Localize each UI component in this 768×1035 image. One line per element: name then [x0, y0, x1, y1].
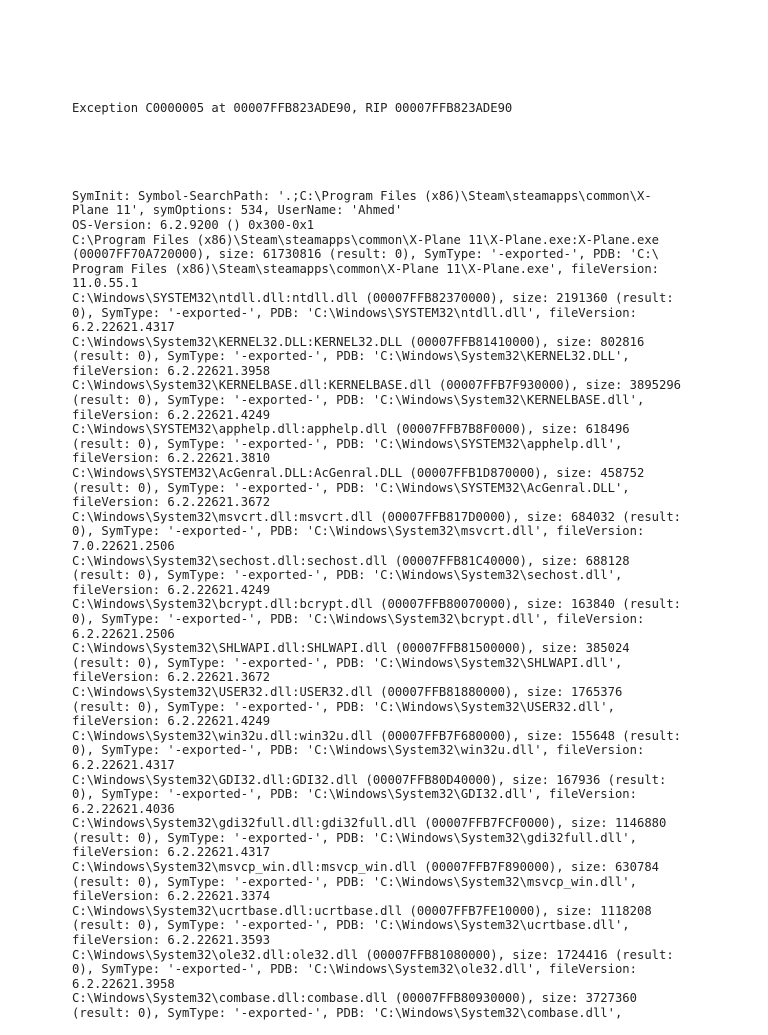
log-line: fileVersion: 6.2.22621.4249	[72, 582, 271, 597]
log-line: fileVersion: 6.2.22621.3810	[72, 451, 271, 466]
log-line: fileVersion: 6.2.22621.3958	[72, 363, 271, 378]
log-line: OS-Version: 6.2.9200 () 0x300-0x1	[72, 217, 315, 232]
log-line: C:\Windows\System32\bcrypt.dll:bcrypt.dll (00007FFB80070000), size: 163840 (result:	[72, 597, 682, 612]
log-line: (result: 0), SymType: '-exported-', PDB: 'C:\Windows\SYSTEM32\apphelp.dll',	[72, 436, 623, 451]
log-line: 6.2.22621.4317	[72, 757, 175, 772]
log-line: 0), SymType: '-exported-', PDB: 'C:\Windows\System32\GDI32.dll', fileVersion:	[72, 787, 637, 802]
log-line: SymInit: Symbol-SearchPath: '.;C:\Program Files (x86)\Steam\steamapps\common\X-	[72, 188, 652, 203]
log-line: C:\Windows\System32\USER32.dll:USER32.dll (00007FFB81880000), size: 1765376	[72, 684, 623, 699]
log-line: C:\Windows\SYSTEM32\apphelp.dll:apphelp.dll (00007FFB7B8F0000), size: 618496	[72, 422, 630, 437]
log-line: 7.0.22621.2506	[72, 539, 175, 553]
log-line: (result: 0), SymType: '-exported-', PDB: 'C:\Windows\System32\KERNELBASE.dll',	[72, 393, 645, 408]
log-line: C:\Windows\System32\win32u.dll:win32u.dll (00007FFB7F680000), size: 155648 (result:	[72, 728, 682, 743]
log-line: (result: 0), SymType: '-exported-', PDB: 'C:\Windows\System32\msvcp_win.dll',	[72, 874, 637, 889]
log-line: C:\Windows\System32\msvcp_win.dll:msvcp_win.dll (00007FFB7F890000), size: 630784	[72, 860, 659, 875]
crash-log-document	[72, 72, 712, 1035]
log-line: fileVersion: 6.2.22621.3593	[72, 933, 271, 948]
log-line: 6.2.22621.2506	[72, 626, 175, 641]
log-line: C:\Program Files (x86)\Steam\steamapps\common\X-Plane 11\X-Plane.exe:X-Plane.exe	[72, 232, 659, 247]
exception-header-line: Exception C0000005 at 00007FFB823ADE90, RIP 00007FFB823ADE90	[72, 101, 513, 116]
log-line: C:\Windows\System32\msvcrt.dll:msvcrt.dll (00007FFB817D0000), size: 684032 (result:	[72, 509, 682, 524]
log-line: (result: 0), SymType: '-exported-', PDB: 'C:\Windows\System32\KERNEL32.DLL',	[72, 349, 630, 364]
log-line: fileVersion: 6.2.22621.3672	[72, 495, 271, 510]
log-line: C:\Windows\System32\sechost.dll:sechost.dll (00007FFB81C40000), size: 688128	[72, 553, 630, 568]
log-line: C:\Windows\System32\combase.dll:combase.dll (00007FFB80930000), size: 3727360	[72, 991, 637, 1006]
log-line: 0), SymType: '-exported-', PDB: 'C:\Windows\System32\msvcrt.dll', fileVersion:	[72, 524, 645, 539]
log-line: C:\Windows\System32\ucrtbase.dll:ucrtbase.dll (00007FFB7FE10000), size: 1118208	[72, 903, 652, 918]
log-line: C:\Windows\System32\KERNEL32.DLL:KERNEL32.DLL (00007FFB81410000), size: 802816	[72, 334, 645, 349]
log-line: (result: 0), SymType: '-exported-', PDB: 'C:\Windows\System32\combase.dll',	[72, 1006, 623, 1020]
log-line: 0), SymType: '-exported-', PDB: 'C:\Windows\System32\win32u.dll', fileVersion:	[72, 743, 645, 758]
log-line: C:\Windows\System32\gdi32full.dll:gdi32full.dll (00007FFB7FCF0000), size: 1146880	[72, 816, 667, 831]
log-line: 0), SymType: '-exported-', PDB: 'C:\Windows\System32\bcrypt.dll', fileVersion:	[72, 611, 645, 626]
log-body	[72, 189, 712, 1021]
log-line: 0), SymType: '-exported-', PDB: 'C:\Windows\System32\ole32.dll', fileVersion:	[72, 962, 637, 977]
blank-line	[72, 145, 712, 160]
log-line: 0), SymType: '-exported-', PDB: 'C:\Windows\SYSTEM32\ntdll.dll', fileVersion:	[72, 305, 637, 320]
log-line: (result: 0), SymType: '-exported-', PDB: 'C:\Windows\System32\ucrtbase.dll',	[72, 918, 630, 933]
log-line: C:\Windows\System32\KERNELBASE.dll:KERNELBASE.dll (00007FFB7F930000), size: 3895296	[72, 378, 682, 393]
log-line: 11.0.55.1	[72, 276, 139, 291]
log-line: 6.2.22621.3958	[72, 976, 175, 991]
log-line: fileVersion: 6.2.22621.4317	[72, 845, 271, 860]
log-line: (result: 0), SymType: '-exported-', PDB: 'C:\Windows\System32\sechost.dll',	[72, 568, 623, 583]
log-line: C:\Windows\System32\SHLWAPI.dll:SHLWAPI.dll (00007FFB81500000), size: 385024	[72, 641, 630, 656]
log-line: fileVersion: 6.2.22621.3374	[72, 889, 271, 904]
log-line: Plane 11', symOptions: 534, UserName: 'Ahmed'	[72, 203, 403, 218]
log-line: C:\Windows\System32\ole32.dll:ole32.dll (00007FFB81080000), size: 1724416 (result:	[72, 947, 674, 962]
log-line: (result: 0), SymType: '-exported-', PDB: 'C:\Windows\System32\SHLWAPI.dll',	[72, 655, 623, 670]
log-line: C:\Windows\SYSTEM32\ntdll.dll:ntdll.dll (00007FFB82370000), size: 2191360 (result:	[72, 290, 674, 305]
log-line: 6.2.22621.4317	[72, 320, 175, 335]
log-line: 6.2.22621.4036	[72, 801, 175, 816]
log-line: Program Files (x86)\Steam\steamapps\common\X-Plane 11\X-Plane.exe', fileVersion:	[72, 261, 659, 276]
log-line: fileVersion: 6.2.22621.3672	[72, 670, 271, 685]
log-line: (result: 0), SymType: '-exported-', PDB: 'C:\Windows\System32\USER32.dll',	[72, 699, 615, 714]
log-line: fileVersion: 6.2.22621.4249	[72, 714, 271, 729]
log-line: fileVersion: 6.2.22621.4249	[72, 407, 271, 422]
log-line: C:\Windows\SYSTEM32\AcGenral.DLL:AcGenral.DLL (00007FFB1D870000), size: 458752	[72, 466, 645, 481]
log-line: (00007FF70A720000), size: 61730816 (result: 0), SymType: '-exported-', PDB: 'C:\	[72, 247, 659, 262]
log-line: (result: 0), SymType: '-exported-', PDB: 'C:\Windows\SYSTEM32\AcGenral.DLL',	[72, 480, 630, 495]
log-line: (result: 0), SymType: '-exported-', PDB: 'C:\Windows\System32\gdi32full.dll',	[72, 830, 637, 845]
log-line: C:\Windows\System32\GDI32.dll:GDI32.dll (00007FFB80D40000), size: 167936 (result:	[72, 772, 667, 787]
